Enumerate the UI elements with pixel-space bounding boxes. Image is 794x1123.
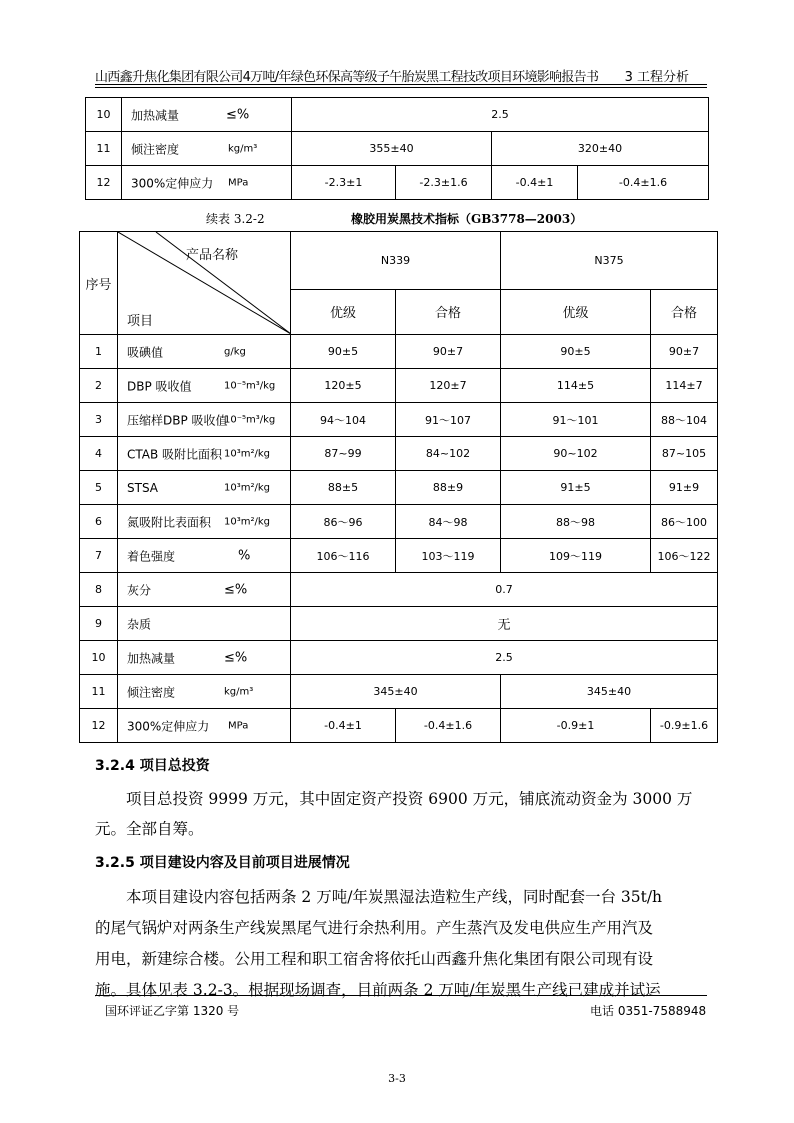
item-name: 加热减量	[131, 108, 180, 122]
value-cell: 90~102	[501, 437, 651, 471]
item-cell	[118, 437, 291, 471]
item-unit: g/kg	[224, 346, 246, 357]
value-cell: -2.3±1	[292, 166, 396, 200]
item-cell	[118, 709, 291, 743]
item-unit: MPa	[228, 177, 249, 188]
table-row	[80, 369, 718, 403]
value-cell: 87~99	[291, 437, 396, 471]
item-cell	[118, 607, 291, 641]
item-name: 氮吸附比表面积	[127, 515, 212, 529]
value-cell: 106～122	[651, 539, 718, 573]
item-unit: MPa	[228, 720, 249, 731]
header-rule-2	[95, 87, 707, 88]
row-number: 4	[80, 437, 118, 471]
section-325-heading: 3.2.5 项目建设内容及目前项目进展情况	[95, 855, 350, 871]
section-324-line-1: 项目总投资 9999 万元，其中固定资产投资 6900 万元，铺底流动资金为 3000 万	[126, 790, 693, 808]
value-cell: 86～100	[651, 505, 718, 539]
row-number: 8	[80, 573, 118, 607]
value-cell: 0.7	[291, 573, 718, 607]
value-cell: 91±5	[501, 471, 651, 505]
section-325-line-1: 本项目建设内容包括两条 2 万吨/年炭黑湿法造粒生产线，同时配套一台 35t/h	[126, 888, 663, 906]
value-cell: -0.9±1.6	[651, 709, 718, 743]
row-number: 11	[86, 132, 122, 166]
product-n339-header: N339	[291, 232, 501, 290]
value-cell: 345±40	[291, 675, 501, 709]
item-unit: ≤%	[224, 650, 248, 665]
section-324-heading: 3.2.4 项目总投资	[95, 758, 210, 774]
item-cell	[118, 335, 291, 369]
section-325-line-4: 施。具体见表 3.2-3。根据现场调查，目前两条 2 万吨/年炭黑生产线已建成并试运	[95, 981, 661, 999]
row-number: 12	[80, 709, 118, 743]
item-unit: %	[238, 548, 251, 563]
value-cell: 345±40	[501, 675, 718, 709]
item-cell	[122, 132, 292, 166]
table-header-row	[80, 232, 718, 290]
row-number: 6	[80, 505, 118, 539]
item-name: 压缩样DBP 吸收值	[127, 413, 228, 427]
row-number: 10	[80, 641, 118, 675]
footer-rule	[95, 995, 707, 996]
table-row	[86, 166, 709, 200]
item-cell	[118, 641, 291, 675]
item-name: 吸碘值	[127, 345, 164, 359]
value-cell: -0.4±1	[291, 709, 396, 743]
product-n375-header: N375	[501, 232, 718, 290]
page-number: 3-3	[388, 1072, 406, 1085]
table-row	[80, 505, 718, 539]
value-cell: 88～104	[651, 403, 718, 437]
item-cell	[118, 505, 291, 539]
value-cell: 88～98	[501, 505, 651, 539]
value-cell: 91～101	[501, 403, 651, 437]
value-cell: 86～96	[291, 505, 396, 539]
value-cell: 90±5	[291, 335, 396, 369]
table-row	[80, 539, 718, 573]
section-325-line-3: 用电，新建综合楼。公用工程和职工宿舍将依托山西鑫升焦化集团有限公司现有设	[95, 950, 654, 968]
table-row	[80, 675, 718, 709]
header-chapter: 3 工程分析	[624, 70, 689, 85]
item-cell	[118, 539, 291, 573]
item-name: 倾注密度	[127, 685, 176, 699]
table-row	[80, 335, 718, 369]
table-row	[86, 132, 709, 166]
diagonal-header-cell	[118, 232, 291, 335]
value-cell: 91±9	[651, 471, 718, 505]
value-cell: 103～119	[396, 539, 501, 573]
row-number: 5	[80, 471, 118, 505]
row-number: 3	[80, 403, 118, 437]
row-number: 2	[80, 369, 118, 403]
carbon-black-spec-table	[79, 231, 718, 743]
item-cell	[118, 471, 291, 505]
item-name: DBP 吸收值	[127, 379, 192, 393]
caption-number: 续表 3.2-2	[206, 212, 265, 226]
item-name: 300%定伸应力	[127, 719, 210, 733]
item-unit: 10⁻⁵m³/kg	[224, 380, 276, 391]
item-unit: ≤%	[226, 107, 250, 122]
value-cell: -0.4±1.6	[578, 166, 709, 200]
footer-phone: 电话 0351-7588948	[590, 1004, 707, 1018]
row-number: 11	[80, 675, 118, 709]
item-header: 项目	[127, 314, 154, 329]
value-cell: 90±7	[651, 335, 718, 369]
table-row	[80, 607, 718, 641]
item-name: STSA	[127, 480, 158, 495]
caption-title: 橡胶用炭黑技术指标（GB3778—2003）	[351, 212, 583, 226]
row-number: 7	[80, 539, 118, 573]
value-cell: 2.5	[291, 641, 718, 675]
item-name: 300%定伸应力	[131, 176, 214, 190]
value-cell: -0.9±1	[501, 709, 651, 743]
seq-header: 序号	[80, 232, 118, 335]
product-name-header: 产品名称	[186, 248, 239, 263]
grade-header: 合格	[396, 289, 501, 334]
running-header	[95, 64, 707, 84]
top-spec-table	[85, 97, 709, 200]
table-row	[80, 641, 718, 675]
value-cell: 91～107	[396, 403, 501, 437]
value-cell: 114±5	[501, 369, 651, 403]
value-cell: 114±7	[651, 369, 718, 403]
table-body	[80, 335, 718, 743]
section-324-line-2: 元。全部自筹。	[95, 820, 204, 838]
item-cell	[118, 573, 291, 607]
value-cell: 120±7	[396, 369, 501, 403]
value-cell: 90±5	[501, 335, 651, 369]
item-cell	[122, 166, 292, 200]
footer-license: 国环评证乙字第 1320 号	[105, 1004, 240, 1018]
item-unit: kg/m³	[224, 686, 254, 697]
value-cell: 2.5	[292, 98, 709, 132]
value-cell: 88±5	[291, 471, 396, 505]
header-document-title: 山西鑫升焦化集团有限公司4万吨/年绿色环保高等级子午胎炭黑工程技改项目环境影响报告书	[95, 70, 599, 85]
value-cell: -0.4±1	[492, 166, 578, 200]
item-unit: 10⁻⁵m³/kg	[224, 414, 276, 425]
grade-header: 合格	[651, 289, 718, 334]
value-cell: 355±40	[292, 132, 492, 166]
table-row	[80, 573, 718, 607]
row-number: 1	[80, 335, 118, 369]
value-cell: 87~105	[651, 437, 718, 471]
item-name: CTAB 吸附比面积	[127, 447, 223, 461]
value-cell: 84～98	[396, 505, 501, 539]
item-cell	[118, 403, 291, 437]
row-number: 10	[86, 98, 122, 132]
grade-header: 优级	[291, 289, 396, 334]
row-number: 9	[80, 607, 118, 641]
value-cell: -2.3±1.6	[396, 166, 492, 200]
table-row	[80, 471, 718, 505]
item-unit: 10³m²/kg	[224, 516, 270, 527]
item-name: 加热减量	[127, 651, 176, 665]
value-cell: 94～104	[291, 403, 396, 437]
grade-header: 优级	[501, 289, 651, 334]
value-cell: 320±40	[492, 132, 709, 166]
item-name: 灰分	[127, 583, 152, 597]
section-325-line-2: 的尾气锅炉对两条生产线炭黑尾气进行余热利用。产生蒸汽及发电供应生产用汽及	[95, 919, 654, 937]
item-name: 杂质	[127, 617, 152, 631]
table-row	[86, 98, 709, 132]
item-cell	[118, 369, 291, 403]
item-cell	[118, 675, 291, 709]
table-row	[80, 709, 718, 743]
value-cell: 88±9	[396, 471, 501, 505]
item-name: 倾注密度	[131, 142, 180, 156]
row-number: 12	[86, 166, 122, 200]
value-cell: 无	[291, 607, 718, 641]
item-unit: ≤%	[224, 582, 248, 597]
value-cell: 106～116	[291, 539, 396, 573]
value-cell: -0.4±1.6	[396, 709, 501, 743]
item-name: 着色强度	[127, 549, 176, 563]
item-cell	[122, 98, 292, 132]
value-cell: 90±7	[396, 335, 501, 369]
value-cell: 120±5	[291, 369, 396, 403]
value-cell: 84~102	[396, 437, 501, 471]
value-cell: 109～119	[501, 539, 651, 573]
header-rule	[95, 84, 707, 85]
table-row	[80, 403, 718, 437]
item-unit: kg/m³	[228, 143, 258, 154]
table-row	[80, 437, 718, 471]
item-unit: 10³m²/kg	[224, 448, 270, 459]
item-unit: 10³m²/kg	[224, 482, 270, 493]
